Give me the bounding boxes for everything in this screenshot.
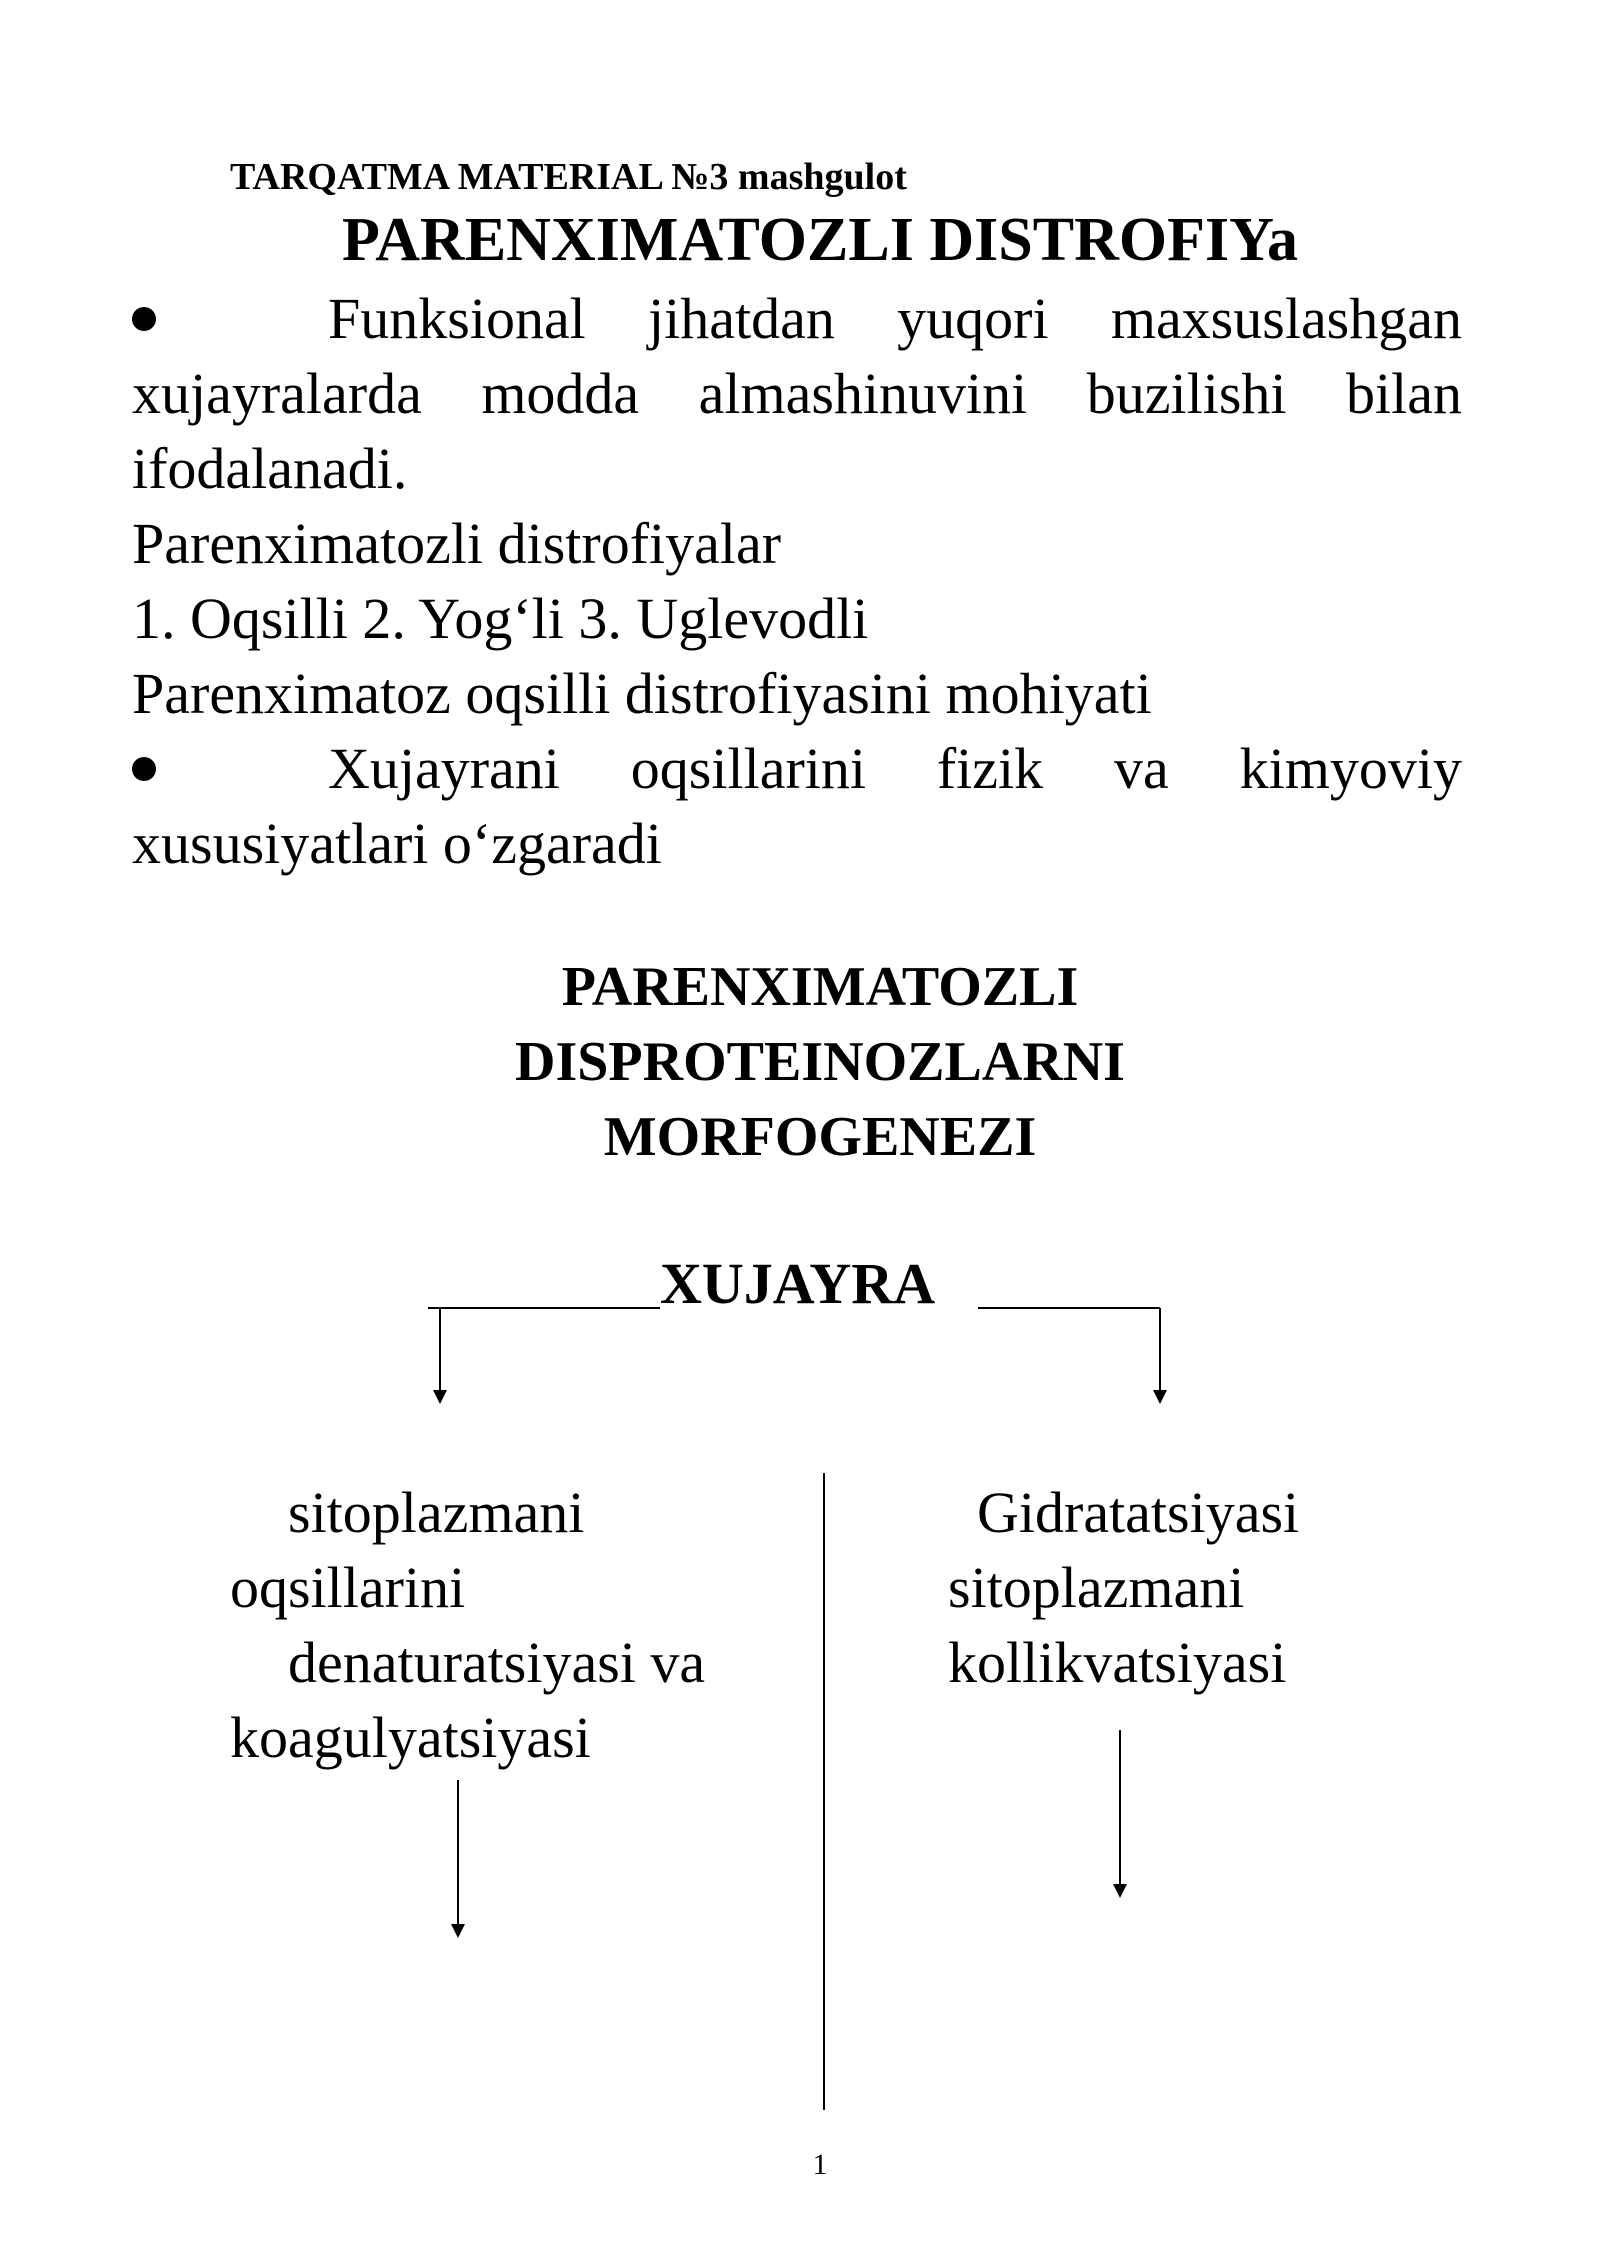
section-title-line2: DISPROTEINOZLARNI bbox=[515, 1031, 1125, 1093]
page-number: 1 bbox=[812, 2148, 828, 2181]
section-title-line1: PARENXIMATOZLI bbox=[561, 956, 1079, 1018]
diagram-root-node: XUJAYRA bbox=[660, 1251, 935, 1316]
right-branch-arrow-head bbox=[1153, 1390, 1167, 1404]
right-branch-text: Gidratatsiyasi sitoplazmani kollikvatsiyasi bbox=[948, 1480, 1300, 1695]
types-heading: Parenximatozli distrofiyalar bbox=[132, 511, 782, 576]
left-down-arrow-head bbox=[451, 1924, 465, 1938]
left-branch-text: sitoplazmani oqsillarini denaturatsiyasi va koagulyatsiyasi bbox=[230, 1480, 706, 1770]
paragraph1-line2: xujayralarda modda almashinuvini buzilishi bilan bbox=[132, 361, 1462, 426]
left-branch-arrow-head bbox=[433, 1390, 447, 1404]
bullet-icon bbox=[132, 757, 156, 781]
essence-heading: Parenximatoz oqsilli distrofiyasini mohiyati bbox=[132, 661, 1152, 726]
paragraph1-line1: Funksional jihatdan yuqori maxsuslashgan bbox=[328, 286, 1462, 351]
handout-header: TARQATMA MATERIAL №3 mashgulot bbox=[230, 156, 907, 198]
bullet-icon bbox=[132, 307, 156, 331]
page-title: PARENXIMATOZLI DISTROFIYa bbox=[342, 206, 1298, 274]
paragraph1-line3: ifodalanadi. bbox=[132, 436, 408, 501]
paragraph2-line1: Xujayrani oqsillarini fizik va kimyoviy bbox=[328, 736, 1462, 801]
section-title-line3: MORFOGENEZI bbox=[603, 1106, 1037, 1168]
types-list: 1. Oqsilli 2. Yog‘li 3. Uglevodli bbox=[132, 586, 869, 651]
right-down-arrow-head bbox=[1113, 1884, 1127, 1898]
paragraph2-line2: xususiyatlari o‘zgaradi bbox=[132, 811, 662, 876]
